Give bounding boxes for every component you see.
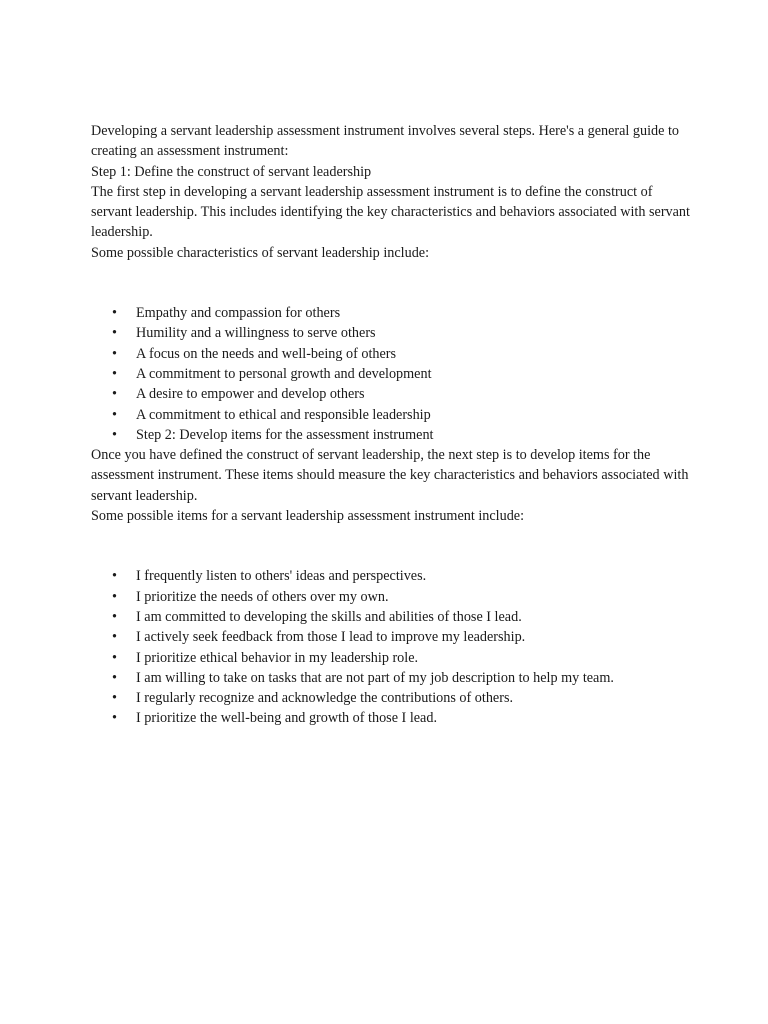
bullet-icon: • [112, 325, 117, 342]
list-item: • I am committed to developing the skills and abilities of those I lead. [91, 607, 691, 627]
list-item: • A commitment to ethical and responsible leadership [91, 405, 691, 425]
bullet-icon: • [112, 426, 117, 443]
list-item: • A desire to empower and develop others [91, 384, 691, 404]
step1-heading: Step 1: Define the construct of servant leadership [91, 163, 372, 180]
bullet-icon: • [112, 345, 117, 362]
bullet-icon: • [112, 629, 117, 646]
bullet-icon: • [112, 669, 117, 686]
step1-paragraph: The first step in developing a servant leadership assessment instrument is to define the construct of servant leadership. This includes identifying the key characteristics and behaviors associated with servant leadership. [91, 183, 690, 241]
bullet-icon: • [112, 568, 117, 585]
bullet-icon: • [112, 406, 117, 423]
list-item: • I prioritize the needs of others over my own. [91, 587, 691, 607]
list-item: • I prioritize the well-being and growth of those I lead. [91, 708, 691, 728]
bullet-icon: • [112, 365, 117, 382]
list-item: • I actively seek feedback from those I lead to improve my leadership. [91, 627, 691, 647]
document-page [91, 121, 691, 729]
bullet-icon: • [112, 710, 117, 727]
list-item: • I frequently listen to others' ideas and perspectives. [91, 566, 691, 586]
bullet-icon: • [112, 608, 117, 625]
items-intro: Some possible items for a servant leadership assessment instrument include: [91, 508, 525, 525]
bullet-icon: • [112, 386, 117, 403]
list-item: • A focus on the needs and well-being of others [91, 344, 691, 364]
list-item: • Humility and a willingness to serve others [91, 323, 691, 343]
list-item: • I regularly recognize and acknowledge the contributions of others. [91, 688, 691, 708]
list-item: • Empathy and compassion for others [91, 303, 691, 323]
list-item: • I am willing to take on tasks that are not part of my job description to help my team. [91, 668, 691, 688]
intro-paragraph: Developing a servant leadership assessment instrument involves several steps. Here's a general guide to creating an assessment instrument: [91, 123, 680, 160]
list-item: • Step 2: Develop items for the assessment instrument [91, 425, 691, 445]
step2-paragraph: Once you have defined the construct of servant leadership, the next step is to develop items for the assessment instrument. These items should measure the key characteristics and behaviors associated with servant leadership. [91, 447, 689, 504]
bullet-icon: • [112, 649, 117, 666]
bullet-icon: • [112, 690, 117, 707]
characteristics-intro: Some possible characteristics of servant leadership include: [91, 244, 430, 261]
bullet-icon: • [112, 305, 117, 322]
characteristics-list [91, 303, 691, 445]
bullet-icon: • [112, 588, 117, 605]
items-list [91, 566, 691, 728]
list-item: • I prioritize ethical behavior in my leadership role. [91, 648, 691, 668]
list-item: • A commitment to personal growth and development [91, 364, 691, 384]
